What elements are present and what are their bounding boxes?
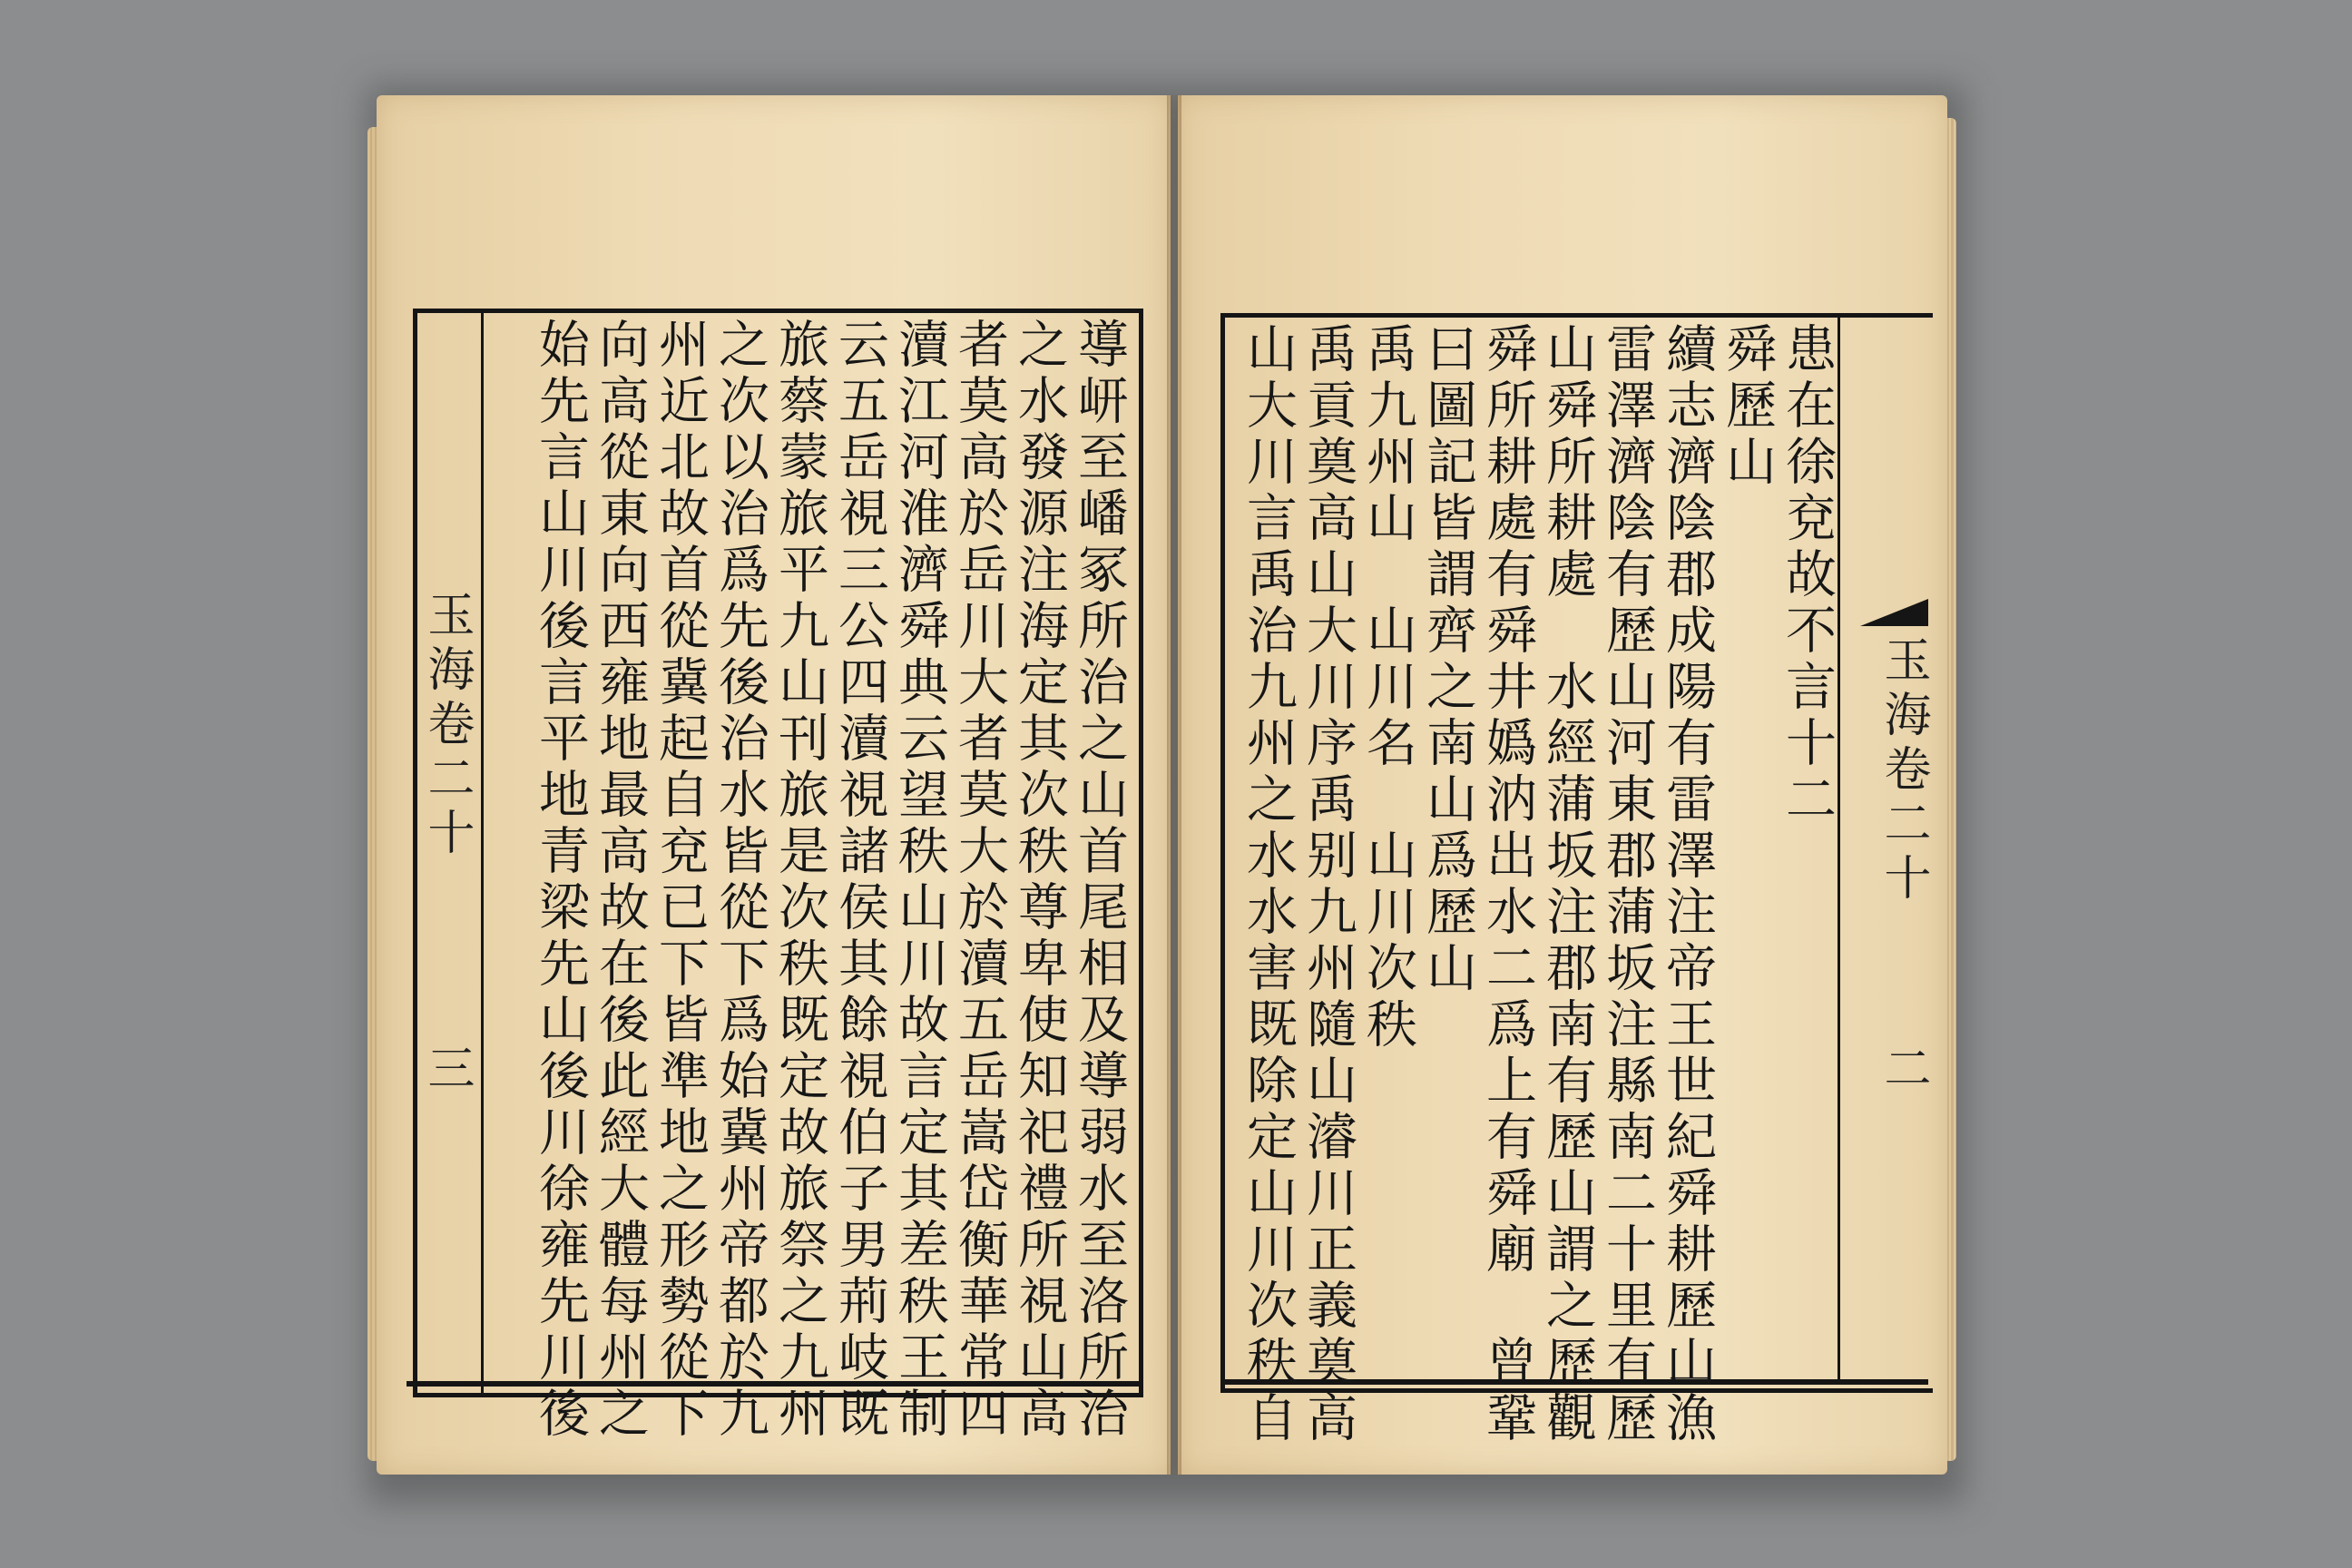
right-center-page-number: 二: [1876, 1044, 1930, 1098]
left-text-column: 之次以治爲先後治水皆從下爲始冀州帝都於九: [710, 318, 769, 1443]
left-center-rule: [481, 309, 484, 1397]
right-text-column: 禹貢奠高山大川序禹别九州隨山濬川正義奠高: [1298, 322, 1357, 1447]
left-text-column: 瀆江河淮濟舜典云望秩山川故言定其差秩王制: [890, 318, 949, 1443]
right-text-column: 舜所耕處有舜井嬀汭出水二爲上有舜廟 曾鞏: [1478, 322, 1537, 1447]
book-gutter: [1167, 95, 1181, 1475]
left-text-column: 旅蔡蒙旅平九山刊旅是次秩既定故旅祭之九州: [770, 318, 829, 1443]
right-text-column: 山舜所耕處 水經蒲坂注郡南有歷山謂之歷觀: [1538, 322, 1597, 1447]
left-text-column: 州近北故首從冀起自兗已下皆準地之形勢從下: [651, 318, 710, 1443]
right-text-column: 山大川言禹治九州之水水害既除定山川次秩自: [1239, 322, 1298, 1447]
left-text-column: 始先言山川後言平地青梁先山後川徐雍先川後: [531, 318, 590, 1443]
right-center-rule: [1838, 313, 1840, 1384]
left-text-column: 云五岳視三公四瀆視諸侯其餘視伯子男荊岐既: [830, 318, 889, 1443]
right-text-column: 曰圖記皆謂齊之南山爲歷山: [1418, 322, 1477, 997]
left-text-column: 者莫高於岳川大者莫大於瀆五岳嵩岱衡華常四: [950, 318, 1009, 1443]
right-center-title: 玉海卷二十: [1876, 635, 1930, 907]
right-text-column: 續志濟陰郡成陽有雷澤注帝王世紀舜耕歷山漁: [1658, 322, 1717, 1447]
left-center-title: 玉海卷二十: [419, 590, 474, 862]
left-center-page-number: 三: [419, 1044, 474, 1098]
left-text-column: 向高從東向西雍地最高故在後此經大體每州之: [591, 318, 650, 1443]
right-text-column: 舜歷山: [1718, 322, 1777, 491]
left-text-column: 導岍至嶓冢所治之山首尾相及導弱水至洛所治: [1070, 318, 1129, 1443]
right-text-column: 雷澤濟陰有歷山河東郡蒲坂注縣南二十里有歷: [1598, 322, 1657, 1447]
right-text-column: 禹九州山 山川名 山川次秩: [1358, 322, 1417, 1054]
right-text-column: 患在徐兗故不言十二: [1778, 322, 1837, 828]
left-text-column: 之水發源注海定其次秩尊卑使知祀禮所視山高: [1010, 318, 1069, 1443]
